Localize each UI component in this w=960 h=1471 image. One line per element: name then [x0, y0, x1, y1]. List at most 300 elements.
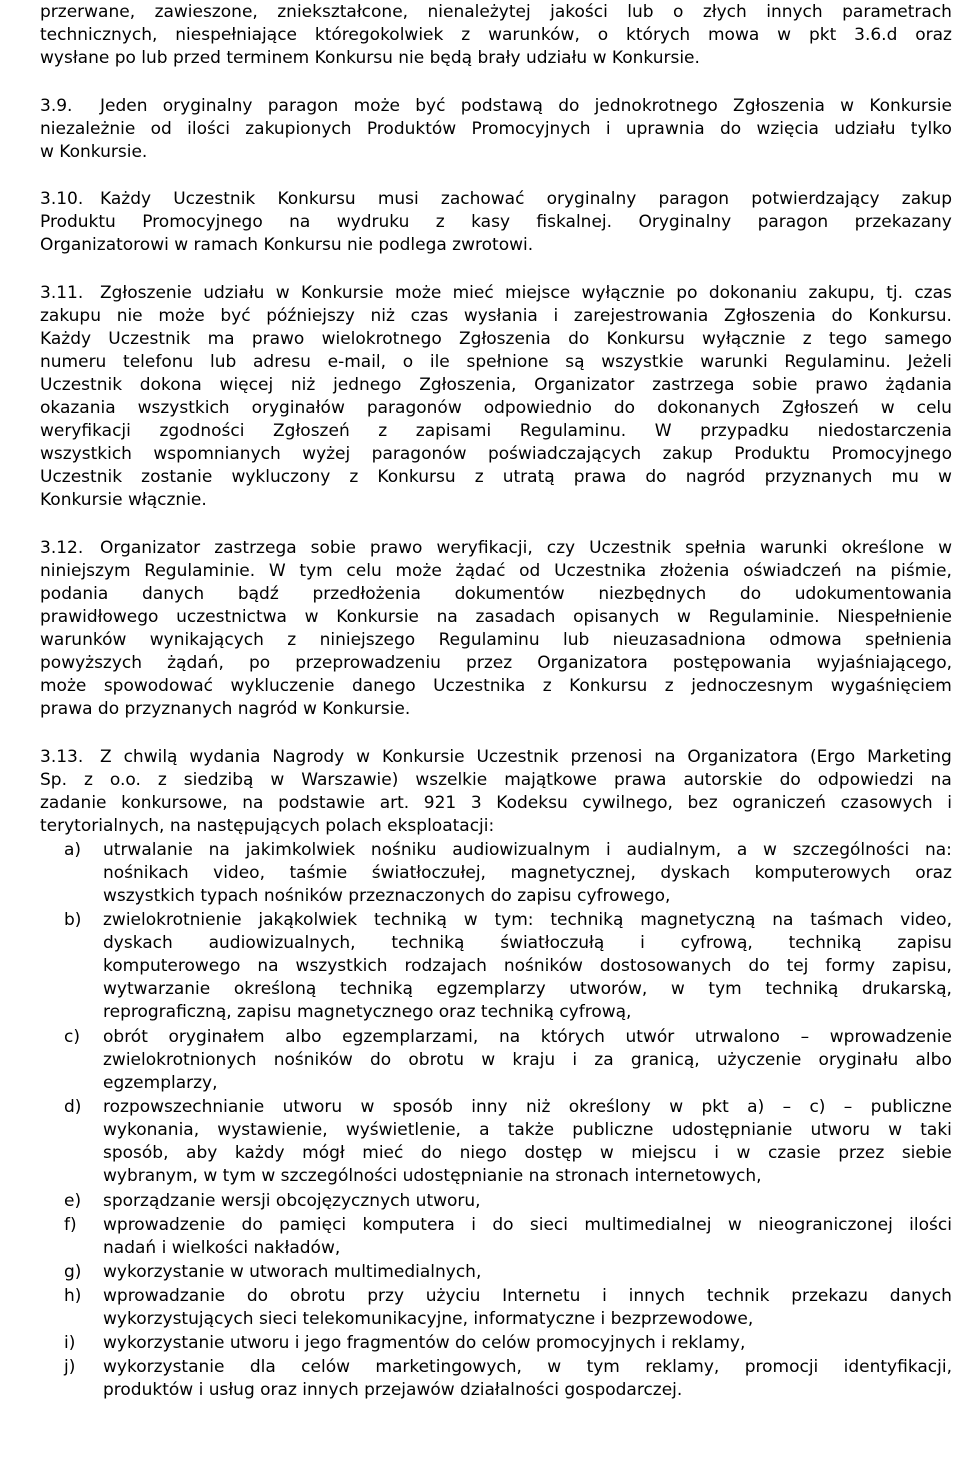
text-line — [103, 955, 952, 978]
text-line — [40, 305, 952, 328]
word: pkt — [701, 1097, 729, 1117]
word: jednego — [333, 375, 402, 395]
word: udostępnianie — [671, 1120, 793, 1140]
word: wykluczony — [231, 467, 331, 487]
word: rodzajach — [404, 956, 487, 976]
word: tego — [828, 329, 868, 349]
word: zwielokrotnionych — [103, 1050, 257, 1070]
word: innych — [628, 1286, 686, 1306]
word: w — [938, 538, 952, 558]
text-line: wykorzystanie utworu i jego fragmentów do celów promocyjnych i reklamy, — [103, 1333, 746, 1353]
word: ilości — [187, 119, 230, 139]
word: zapisu — [897, 933, 952, 953]
word: do — [558, 96, 580, 116]
text-line — [40, 211, 952, 234]
word: na — [772, 910, 794, 930]
word: Konkursu. — [868, 306, 952, 326]
word: także — [507, 1120, 555, 1140]
word: spowodować — [103, 676, 214, 696]
word: w — [670, 979, 685, 999]
word: dyskach — [660, 863, 731, 883]
word: magnetyczną — [640, 910, 756, 930]
text-line — [40, 351, 952, 374]
word: w — [481, 1050, 496, 1070]
text-line: Organizatorowi w ramach Konkursu nie podlega zwrotowi. — [40, 235, 534, 255]
word: siedzibą — [183, 770, 254, 790]
text-line: sporządzanie wersji obcojęzycznych utworu, — [103, 1191, 481, 1211]
word: o — [402, 352, 414, 372]
word: Każdy — [100, 189, 152, 209]
word: wystawienie, — [217, 1120, 328, 1140]
word: od — [150, 119, 172, 139]
word: a) — [747, 1097, 765, 1117]
word: do — [420, 1143, 443, 1163]
word: Zgłoszeń — [273, 421, 350, 441]
word: Konkursu — [377, 467, 456, 487]
word: Promocyjnych — [471, 119, 591, 139]
word: w — [599, 1143, 614, 1163]
word: wszystkich — [137, 398, 230, 418]
text-line — [100, 95, 952, 118]
word: i — [553, 306, 559, 326]
word: z — [461, 25, 471, 45]
word: nieuzasadniona — [612, 630, 746, 650]
word: identyfikacji, — [843, 1357, 952, 1377]
word: być — [415, 96, 446, 116]
word: w — [777, 25, 792, 45]
word: czas — [410, 306, 449, 326]
word: na — [498, 1027, 521, 1047]
word: nienależytej — [427, 2, 531, 22]
word: paragon — [757, 212, 829, 232]
text-line — [40, 466, 952, 489]
word: nośników — [503, 956, 583, 976]
word: techniką — [391, 933, 465, 953]
text-line — [103, 909, 952, 932]
word: odmowa — [769, 630, 842, 650]
word: dokonaniu — [708, 283, 798, 303]
word: w — [727, 1215, 742, 1235]
word: zostanie — [141, 467, 213, 487]
word: parametrach — [842, 2, 952, 22]
word: nośniku — [370, 840, 437, 860]
text-line — [103, 1096, 952, 1119]
word: Konkursie — [301, 283, 384, 303]
word: niniejszym — [40, 561, 131, 581]
text-line — [40, 420, 952, 443]
word: w — [463, 910, 478, 930]
word: w — [677, 607, 691, 627]
word: Uczestnik — [40, 467, 123, 487]
word: jednokrotnego — [594, 96, 718, 116]
word: może — [394, 283, 442, 303]
word: na — [930, 770, 952, 790]
word: o — [597, 25, 609, 45]
word: danych — [889, 1286, 952, 1306]
word: zadanie — [40, 793, 107, 813]
word: art. — [379, 793, 410, 813]
word: lub — [627, 2, 654, 22]
word: może — [353, 96, 400, 116]
word: zakup — [662, 444, 713, 464]
word: musi — [377, 189, 419, 209]
word: do — [831, 306, 853, 326]
word: złych — [702, 2, 747, 22]
word: celu — [346, 561, 382, 581]
word: oryginału — [818, 1050, 899, 1070]
word: techniką — [765, 979, 839, 999]
word: w — [547, 1357, 562, 1377]
word: z — [349, 467, 359, 487]
word: użyczenie — [716, 1050, 802, 1070]
word: W — [654, 421, 672, 441]
word: Uczestnik — [589, 538, 672, 558]
word: okazania — [40, 398, 116, 418]
word: niespełniające — [175, 25, 298, 45]
text-line — [100, 282, 952, 305]
word: tym: — [494, 910, 534, 930]
word: może — [395, 561, 442, 581]
word: dyskach — [103, 933, 173, 953]
word: zakupionych — [245, 119, 352, 139]
word: Internetu — [502, 1286, 581, 1306]
word: egzemplarzy — [436, 979, 546, 999]
word: z — [157, 770, 167, 790]
word: audiowizualnym — [452, 840, 591, 860]
word: Niespełnienie — [837, 607, 952, 627]
word: na — [855, 561, 877, 581]
word: Uczestnika — [554, 561, 647, 581]
word: Organizatora — [687, 747, 799, 767]
text-line — [40, 606, 952, 629]
word: których — [626, 25, 691, 45]
word: fiskalnej. — [536, 212, 613, 232]
word: nośnikach — [103, 863, 189, 883]
word: niż — [370, 306, 395, 326]
word: utrwalono — [694, 1027, 780, 1047]
word: przerwane, — [40, 2, 136, 22]
word: wprowadzenie — [103, 1215, 226, 1235]
word: samego — [884, 329, 952, 349]
word: udziału — [203, 283, 265, 303]
word: dokumentów — [454, 584, 565, 604]
word: zachować — [440, 189, 525, 209]
word: numeru — [40, 352, 107, 372]
word: wyświetlenie, — [345, 1120, 461, 1140]
word: zarejestrowania — [573, 306, 709, 326]
text-line — [40, 675, 952, 698]
word: przy — [367, 1286, 404, 1306]
word: rozpowszechnianie — [103, 1097, 265, 1117]
word: określony — [568, 1097, 651, 1117]
word: Oryginalny — [638, 212, 732, 232]
word: niedostarczenia — [817, 421, 952, 441]
word: Jeden — [100, 96, 148, 116]
word: bądź — [237, 584, 279, 604]
word: warunki — [700, 352, 768, 372]
word: czas — [914, 283, 952, 303]
word: zawieszone, — [154, 2, 258, 22]
word: sposób — [392, 1097, 453, 1117]
word: wyżej — [302, 444, 351, 464]
word: do — [241, 1215, 263, 1235]
word: wszystkie — [601, 352, 684, 372]
word: mieć — [362, 1143, 404, 1163]
word: magnetycznej, — [510, 863, 636, 883]
word: Konkursu — [606, 329, 685, 349]
text-line — [40, 1, 952, 24]
word: paragonów — [366, 398, 462, 418]
word: dokona — [139, 375, 202, 395]
word: jakimkolwiek — [245, 840, 356, 860]
word: utwór — [625, 1027, 675, 1047]
word: W — [268, 561, 286, 581]
word: taki — [920, 1120, 952, 1140]
text-line: prawa do przyznanych nagród w Konkursie. — [40, 699, 411, 719]
list-marker: f) — [64, 1215, 77, 1235]
word: tylko — [910, 119, 952, 139]
word: egzemplarzami, — [342, 1027, 479, 1047]
word: promocji — [744, 1357, 819, 1377]
word: sposób, — [103, 1143, 169, 1163]
word: reklamy, — [645, 1357, 720, 1377]
word: złożenia — [659, 561, 730, 581]
word: ilości — [909, 1215, 952, 1235]
text-line — [103, 1285, 952, 1308]
word: drukarską, — [861, 979, 952, 999]
word: obrót — [103, 1027, 148, 1047]
word: udziału — [834, 119, 896, 139]
word: czasowych — [840, 793, 933, 813]
word: wyjaśniającego, — [816, 653, 952, 673]
word: w — [360, 1097, 375, 1117]
text-line — [40, 443, 952, 466]
word: z — [287, 630, 297, 650]
word: Zgłoszenia — [723, 306, 816, 326]
word: kraju — [512, 1050, 556, 1070]
word: granicą, — [630, 1050, 700, 1070]
section-number: 3.11. — [40, 283, 84, 303]
word: wysłania — [463, 306, 538, 326]
word: na: — [924, 840, 952, 860]
word: wykorzystanie — [103, 1357, 225, 1377]
word: tym — [586, 1357, 620, 1377]
text-line — [103, 1356, 952, 1379]
word: zapisami — [415, 421, 492, 441]
word: zwielokrotnienie — [103, 910, 242, 930]
text-line — [40, 397, 952, 420]
word: autorskie — [683, 770, 763, 790]
word: marketingowych, — [375, 1357, 522, 1377]
word: Zgłoszenia, — [419, 375, 517, 395]
word: żądania — [885, 375, 952, 395]
word: c) — [809, 1097, 826, 1117]
word: wynikających — [149, 630, 264, 650]
word: zakupu — [40, 306, 102, 326]
word: w — [840, 96, 855, 116]
list-marker: b) — [64, 910, 82, 930]
word: przedłożenia — [312, 584, 421, 604]
word: aby — [186, 1143, 218, 1163]
word: warunków, — [488, 25, 580, 45]
word: za — [594, 1050, 614, 1070]
word: tym — [299, 561, 333, 581]
text-line — [103, 978, 952, 1001]
word: określoną — [233, 979, 317, 999]
word: pamięci — [279, 1215, 347, 1235]
text-line — [40, 560, 952, 583]
word: szczególności — [792, 840, 910, 860]
word: prawo — [251, 329, 305, 349]
list-marker: i) — [64, 1333, 76, 1353]
word: Jeżeli — [907, 352, 952, 372]
word: jednoczesnym — [691, 676, 814, 696]
word: żądań, — [167, 653, 224, 673]
word: z — [664, 676, 674, 696]
word: podstawie — [278, 793, 366, 813]
word: prawidłowego — [40, 607, 159, 627]
word: i — [605, 119, 611, 139]
word: do — [645, 467, 667, 487]
word: prawa — [613, 770, 667, 790]
text-line — [103, 1214, 952, 1237]
word: mógł — [302, 1143, 345, 1163]
word: ograniczeń — [732, 793, 826, 813]
word: na — [242, 793, 264, 813]
word: uprawnia — [625, 119, 705, 139]
word: w — [275, 283, 290, 303]
word: Produktu — [734, 444, 811, 464]
word: do — [739, 584, 762, 604]
word: obrotu — [289, 1286, 346, 1306]
section-number: 3.10. — [40, 189, 84, 209]
word: formy — [825, 956, 876, 976]
word: a — [736, 840, 748, 860]
word: spełnienia — [865, 630, 952, 650]
word: niezbędnych — [598, 584, 707, 604]
word: przez — [838, 1143, 885, 1163]
word: wytwarzanie — [103, 979, 211, 999]
word: zapisu, — [892, 956, 952, 976]
text-line — [40, 629, 952, 652]
word: mowa — [708, 25, 760, 45]
word: do — [492, 1215, 514, 1235]
word: wszystkich — [40, 444, 132, 464]
word: na — [289, 212, 311, 232]
word: światłoczułej, — [371, 863, 486, 883]
word: Sp. — [40, 770, 67, 790]
word: poświadczających — [487, 444, 642, 464]
word: z — [435, 212, 445, 232]
word: i — [947, 793, 952, 813]
word: Z — [100, 747, 112, 767]
word: postępowania — [672, 653, 792, 673]
word: wszystkich — [295, 956, 388, 976]
word: Regulaminu. — [784, 352, 891, 372]
word: Warszawie) — [301, 770, 399, 790]
word: techniką — [373, 910, 447, 930]
word: zniekształcone, — [277, 2, 409, 22]
word: dostęp — [524, 1143, 583, 1163]
word: innych — [766, 2, 823, 22]
text-line — [103, 862, 952, 885]
word: taśmach — [810, 910, 884, 930]
word: do — [779, 770, 801, 790]
word: po — [248, 653, 271, 673]
word: jakąkolwiek — [258, 910, 358, 930]
word: Produktów — [366, 119, 457, 139]
text-line — [40, 583, 952, 606]
word: każdy — [234, 1143, 285, 1163]
word: 3 — [470, 793, 482, 813]
word: na — [208, 840, 230, 860]
word: Organizator — [100, 538, 201, 558]
word: czy — [546, 538, 576, 558]
word: o — [673, 2, 684, 22]
text-line: w Konkursie. — [40, 142, 148, 162]
word: Nagrody — [272, 747, 345, 767]
word: spełnia — [685, 538, 747, 558]
word: zakupu, — [808, 283, 875, 303]
word: do — [748, 956, 770, 976]
word: utworu — [810, 1120, 870, 1140]
word: nieograniczonej — [758, 1215, 893, 1235]
word: w — [304, 607, 319, 627]
word: do — [613, 398, 636, 418]
word: przez — [466, 653, 513, 673]
word: na — [654, 747, 676, 767]
word: w — [270, 770, 285, 790]
word: Regulaminu. — [519, 421, 627, 441]
word: Produktu — [40, 212, 116, 232]
text-line — [40, 652, 952, 675]
word: na — [436, 607, 458, 627]
word: odpowiedzi — [817, 770, 914, 790]
word: video, — [900, 910, 952, 930]
word: zastrzega — [214, 538, 297, 558]
word: do — [719, 119, 742, 139]
word: prawo — [815, 375, 868, 395]
word: Marketing — [867, 747, 952, 767]
word: jakości — [550, 2, 608, 22]
word: na — [257, 956, 279, 976]
word: e-mail, — [327, 352, 387, 372]
word: miejsce — [505, 283, 571, 303]
word: bez — [687, 793, 718, 813]
text-line — [40, 374, 952, 397]
word: i — [471, 1215, 476, 1235]
word: wykonania, — [103, 1120, 200, 1140]
text-line: wykorzystujących sieci telekomunikacyjne, informatyczne i bezprzewodowe, — [103, 1309, 754, 1329]
word: celu — [916, 398, 952, 418]
list-marker: c) — [64, 1027, 80, 1047]
word: wspomnianych — [153, 444, 281, 464]
word: sobie — [752, 375, 798, 395]
text-line — [103, 932, 952, 955]
word: i — [640, 933, 645, 953]
section-number: 3.13. — [40, 747, 84, 767]
word: wydania — [189, 747, 261, 767]
word: ma — [207, 329, 235, 349]
text-line — [103, 1142, 952, 1165]
word: – — [800, 1027, 810, 1047]
text-line: wysłane po lub przed terminem Konkursu nie będą brały udziału w Konkursie. — [40, 48, 700, 68]
word: Promocyjnego — [142, 212, 263, 232]
word: udokumentowania — [794, 584, 952, 604]
word: i — [714, 1143, 719, 1163]
word: przeprowadzeniu — [295, 653, 441, 673]
word: powyższych — [40, 653, 143, 673]
